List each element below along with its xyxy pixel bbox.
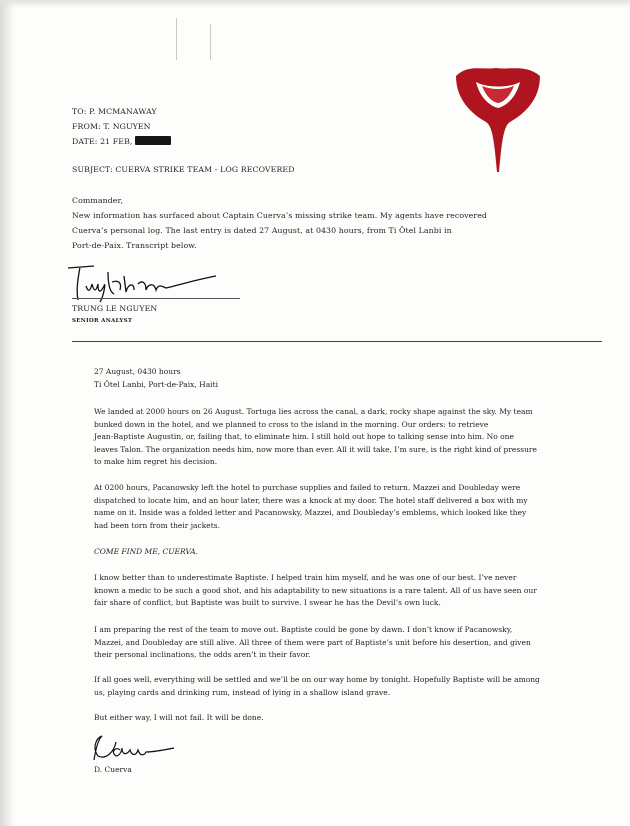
log-line: We landed at 2000 hours on 26 August. Tortuga lies across the canal, a dark, rocky shape against the sky. My team: [94, 407, 533, 416]
log-paragraph: [94, 674, 554, 699]
cuerva-signature: [88, 730, 178, 766]
log-line: had been torn from their jackets.: [94, 520, 220, 530]
memo-body-line: New information has surfaced about Captain Cuerva’s missing strike team. My agents have recovered: [72, 211, 488, 220]
signature-stroke: [68, 266, 216, 302]
talon-logo: [448, 56, 548, 176]
talon-emblem-shape: [456, 68, 540, 172]
memo-header: [72, 104, 171, 149]
memo-to-row: [72, 104, 171, 119]
memo-date-value: 21 FEB,: [100, 137, 133, 146]
memo-body-line: Port-de-Paix. Transcript below.: [72, 241, 197, 250]
memo-from-row: [72, 119, 171, 134]
memo-date-label: DATE:: [72, 137, 98, 146]
scan-top-shadow: [0, 0, 630, 8]
log-line: dispatched to locate him, and an hour later, there was a knock at my door. The hotel staff delivered a box with my: [94, 495, 528, 505]
log-line: to make him regret his decision.: [94, 457, 218, 467]
log-line: name on it. Inside was a folded letter and Pacanowsky, Mazzei, and Doubleday’s emblems, which looked like they: [94, 508, 527, 518]
log-paragraph: [94, 572, 554, 610]
log-signoff: D. Cuerva: [94, 765, 132, 774]
memo-date-row: [72, 134, 171, 149]
log-heading: [94, 366, 554, 391]
log-place-line: Ti Ôtel Lanbi, Port-de-Paix, Haiti: [94, 379, 218, 389]
memo-body-line: Cuerva’s personal log. The last entry is dated 27 August, at 0430 hours, from Ti Ôtel Lanbi in: [72, 226, 452, 235]
log-line: Jean-Baptiste Augustin, or, failing that, to eliminate him. I still hold out hope to talking sense into him. No one: [94, 432, 514, 442]
log-line: their personal inclinations, the odds aren’t in their favor.: [94, 650, 311, 660]
memo-salutation: Commander,: [72, 196, 124, 205]
log-line: fair share of conflict, but Baptiste was built to survive. I swear he has the Devil’s own luck.: [94, 598, 441, 608]
log-line: known a medic to be such a good shot, and his adaptability to new situations is a rare talent. All of us have seen our: [94, 585, 537, 595]
log-line: I am preparing the rest of the team to move out. Baptiste could be gone by dawn. I don’t know if Pacanowsky,: [94, 625, 513, 634]
memo-to-label: TO:: [72, 107, 87, 116]
log-line: bunked down in the hotel, and we planned to cross to the island in the morning. Our orders: to retrieve: [94, 419, 489, 429]
scan-edge-shadow: [0, 0, 14, 826]
log-line: If all goes well, everything will be settled and we’ll be on our way home by tonight. Hopefully Baptiste will be among: [94, 675, 540, 684]
analyst-title: SENIOR ANALYST: [72, 318, 133, 324]
log-paragraph: [94, 482, 554, 532]
log-line: us, playing cards and drinking rum, instead of lying in a shallow island grave.: [94, 687, 391, 697]
memo-from-value: T. NGUYEN: [103, 122, 151, 131]
signature-line: [72, 298, 240, 299]
log-paragraph: [94, 406, 554, 469]
section-divider: [72, 341, 602, 342]
memo-from-label: FROM:: [72, 122, 101, 131]
talon-emblem-inner: [482, 86, 514, 103]
scan-mark: [176, 18, 177, 60]
log-line: Mazzei, and Doubleday are still alive. All three of them were part of Baptiste’s unit before his desertion, and given: [94, 637, 531, 647]
log-closing: But either way, I will not fail. It will be done.: [94, 713, 264, 722]
log-quote: COME FIND ME, CUERVA.: [94, 547, 199, 556]
signature-stroke: [94, 736, 174, 760]
redaction-bar: [135, 136, 171, 145]
memo-subject: SUBJECT: CUERVA STRIKE TEAM - LOG RECOVERED: [72, 165, 295, 174]
memo-to-value: P. MCMANAWAY: [89, 107, 157, 116]
log-line: I know better than to underestimate Baptiste. I helped train him myself, and he was one of our best. I’ve never: [94, 573, 517, 582]
log-paragraph: [94, 624, 554, 662]
analyst-name: TRUNG LE NGUYEN: [72, 304, 158, 313]
log-date-line: 27 August, 0430 hours: [94, 367, 181, 376]
log-line: leaves Talon. The organization needs him, now more than ever. All it will take, I’m sure, is the right kind of pressure: [94, 444, 537, 454]
memo-body: [72, 193, 512, 253]
scan-mark: [210, 24, 211, 60]
log-line: At 0200 hours, Pacanowsky left the hotel to purchase supplies and failed to return. Mazzei and Doubleday were: [94, 483, 521, 492]
